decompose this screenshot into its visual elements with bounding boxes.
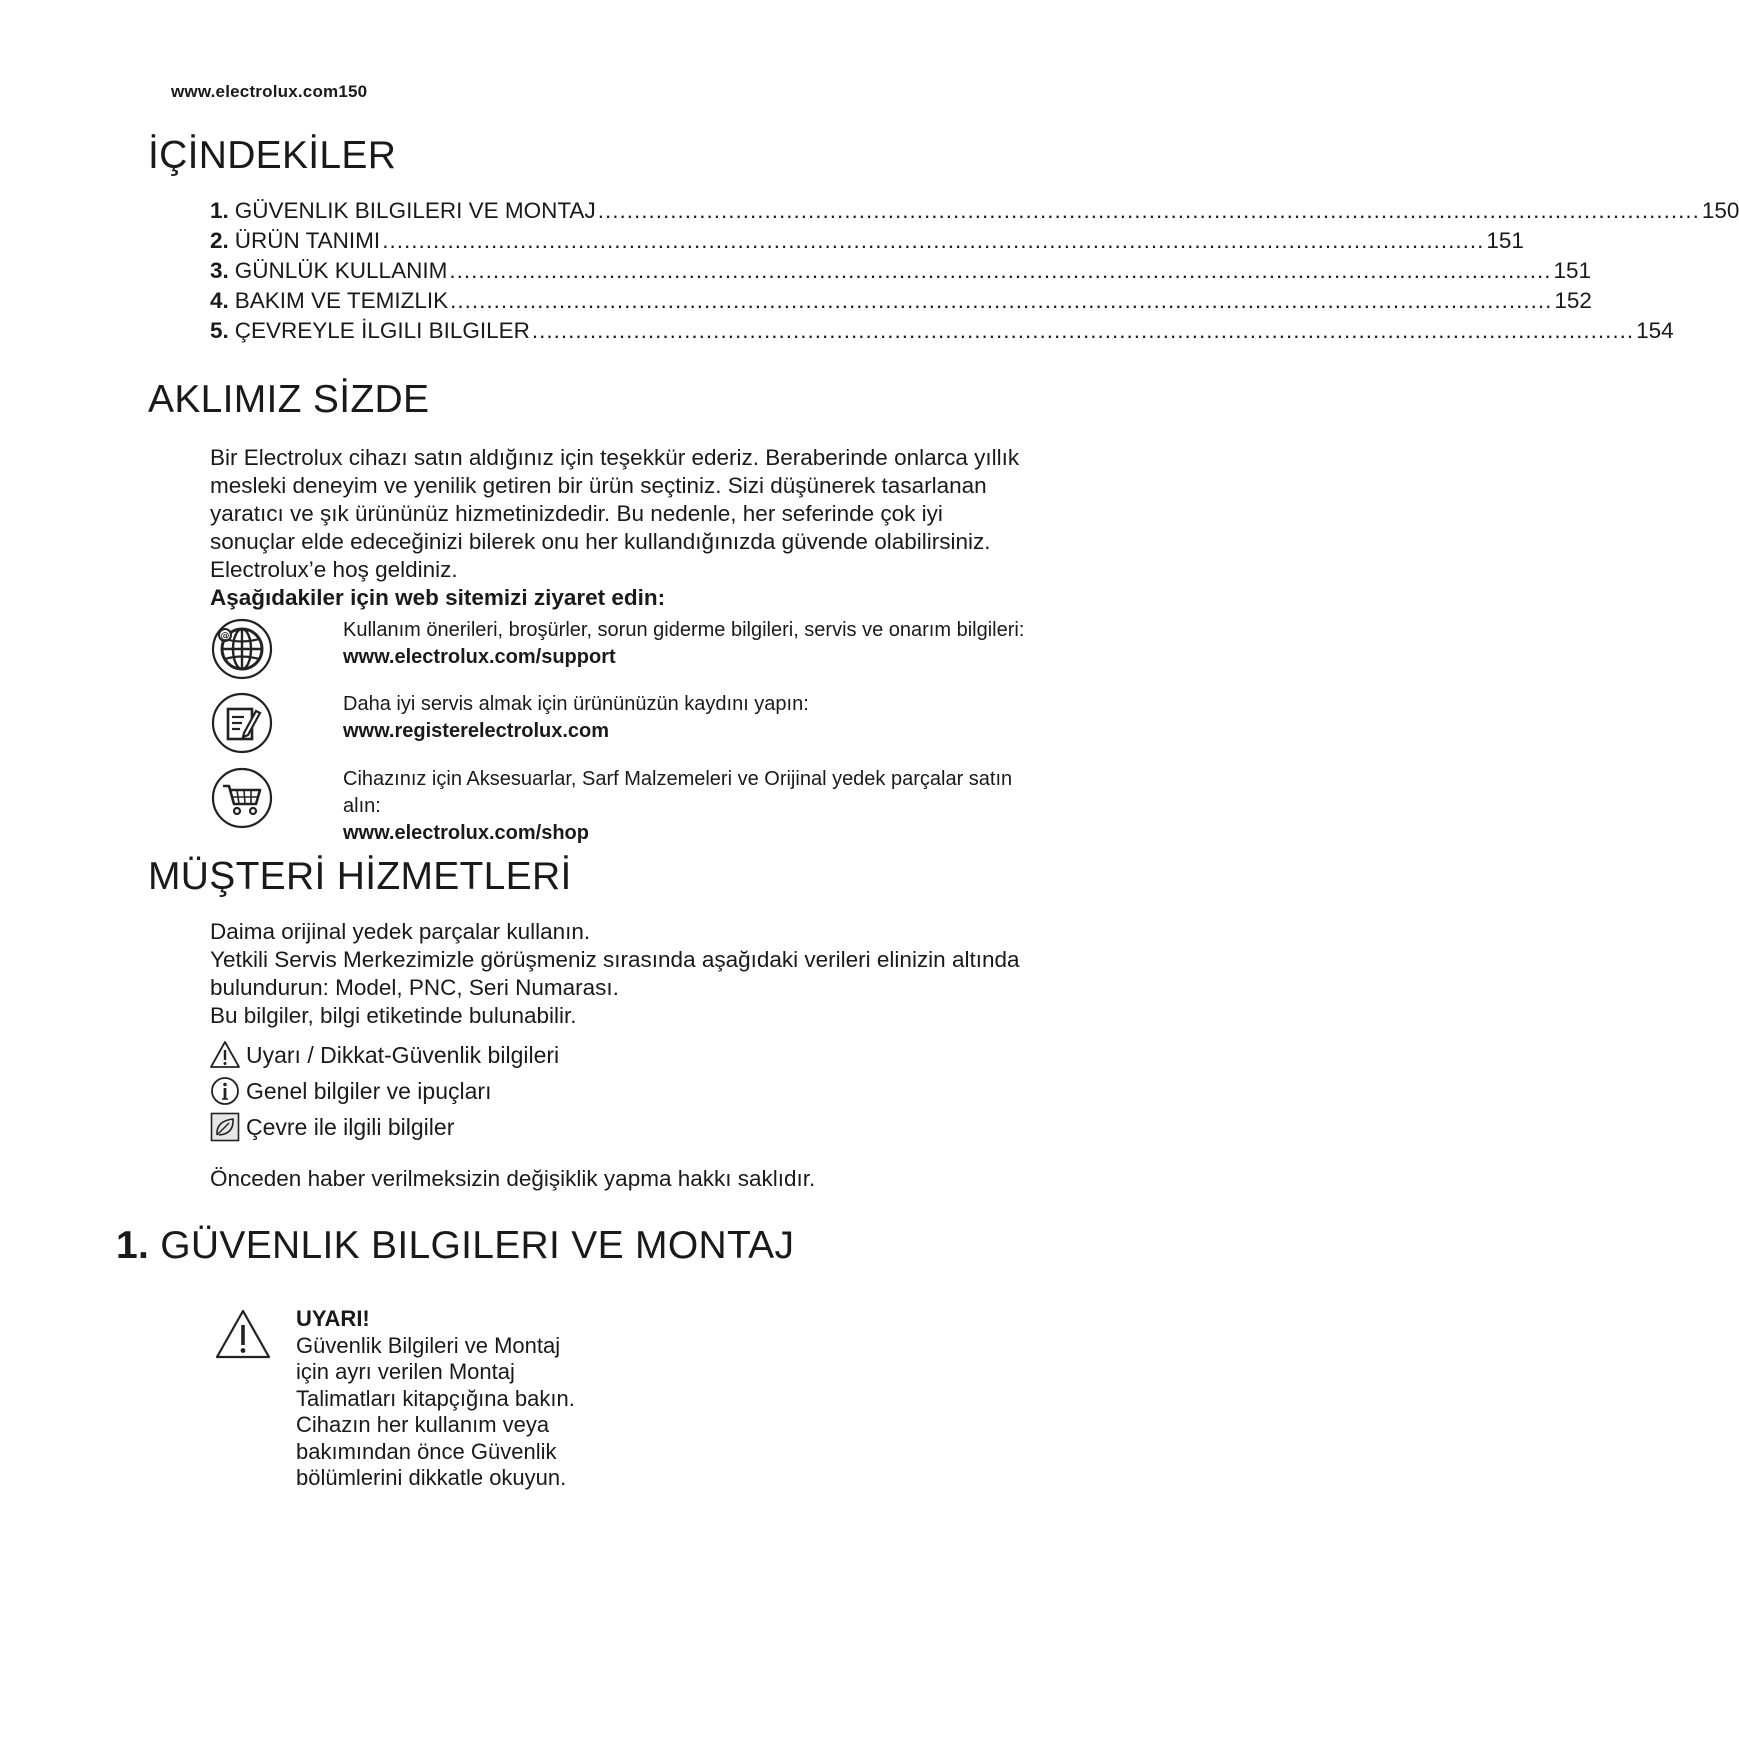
customer-service-line: Bu bilgiler, bilgi etiketinde bulunabilir. [210, 1003, 577, 1028]
warning-line: Talimatları kitapçığına bakın. [296, 1385, 575, 1411]
toc-entry-number: 3. [210, 258, 229, 283]
warning-icon [214, 1308, 272, 1360]
toc-entry-number: 2. [210, 228, 229, 253]
support-link[interactable]: www.electrolux.com/support [343, 646, 616, 668]
warning-title: UYARI! [296, 1306, 370, 1331]
customer-service-paragraph [210, 918, 1130, 1030]
web-item-text [343, 766, 1123, 847]
visit-heading: Aşağıdakiler için web sitemizi ziyaret edin: [210, 585, 666, 610]
intro-line: mesleki deneyim ve yenilik getiren bir ürün seçtiniz. Sizi düşünerek tasarlanan [210, 473, 987, 498]
leaf-icon [210, 1112, 240, 1142]
toc-entry[interactable] [210, 198, 1739, 228]
web-item-text [343, 617, 1123, 671]
toc-entry[interactable] [210, 288, 1592, 318]
customer-service-line: Daima orijinal yedek parçalar kullanın. [210, 919, 591, 944]
toc-entry-page: 154 [1636, 318, 1674, 343]
page-header-url: www.electrolux.com150 [171, 82, 368, 101]
toc-leader-dots: ........................................................................................................................................................ [597, 198, 1700, 223]
toc-entry-number: 5. [210, 318, 229, 343]
toc-entry[interactable] [210, 228, 1524, 258]
section-1-number: 1. [116, 1224, 150, 1267]
legend-warning [210, 1040, 559, 1070]
intro-line: sonuçlar elde edeceğinizi bilerek onu her kullandığınızda güvende olabilirsiniz. [210, 529, 991, 554]
section-1-title: GÜVENLIK BILGILERI VE MONTAJ [160, 1224, 795, 1267]
toc-entry-title: GÜVENLIK BILGILERI VE MONTAJ [234, 198, 596, 223]
warning-line: Güvenlik Bilgileri ve Montaj [296, 1332, 561, 1358]
toc-entry-page: 152 [1554, 288, 1592, 313]
toc-entry-number: 4. [210, 288, 229, 313]
cart-icon [210, 766, 274, 830]
register-link[interactable]: www.registerelectrolux.com [343, 720, 610, 742]
globe-icon [210, 617, 274, 681]
toc-entry-page: 151 [1553, 258, 1592, 283]
intro-paragraph [210, 444, 1130, 612]
toc-entry-number: 1. [210, 198, 229, 223]
customer-service-line: bulundurun: Model, PNC, Seri Numarası. [210, 975, 619, 1000]
change-notice: Önceden haber verilmeksizin değişiklik yapma hakkı saklıdır. [210, 1166, 816, 1191]
section-1-heading [116, 1224, 794, 1268]
toc-entry-title: ÜRÜN TANIMI [234, 228, 381, 253]
warning-line: Cihazın her kullanım veya [296, 1412, 550, 1437]
intro-line: Bir Electrolux cihazı satın aldığınız için teşekkür ederiz. Beraberinde onlarca yıllık [210, 445, 1020, 470]
warning-line: bölümlerini dikkatle okuyun. [296, 1465, 567, 1490]
toc-leader-dots: ........................................................................................................................................................ [382, 228, 1485, 253]
toc-leader-dots: ........................................................................................................................................................ [531, 318, 1635, 343]
toc-leader-dots: ........................................................................................................................................................ [449, 258, 1552, 283]
web-item-description: alın: [343, 795, 381, 817]
toc-entry-title: BAKIM VE TEMIZLIK [234, 288, 449, 313]
section-title-musteri: MÜŞTERİ HİZMETLERİ [148, 855, 572, 898]
toc-entry-title: ÇEVREYLE İLGILI BILGILER [234, 318, 530, 343]
legend-label: Genel bilgiler ve ipuçları [246, 1078, 492, 1104]
web-item-description: Daha iyi servis almak için ürününüzün kaydını yapın: [343, 693, 809, 715]
toc-entry[interactable] [210, 318, 1674, 348]
warning-text [296, 1306, 636, 1492]
toc-entry-page: 150 [1701, 198, 1739, 223]
toc-entry[interactable] [210, 258, 1592, 288]
section-title-aklimiz: AKLIMIZ SİZDE [148, 378, 430, 421]
intro-line: Electrolux’e hoş geldiniz. [210, 557, 458, 582]
web-item-description: Cihazınız için Aksesuarlar, Sarf Malzemeleri ve Orijinal yedek parçalar satın [343, 768, 1013, 790]
web-item-description: Kullanım önerileri, broşürler, sorun giderme bilgileri, servis ve onarım bilgileri: [343, 619, 1025, 641]
shop-link[interactable]: www.electrolux.com/shop [343, 822, 589, 844]
legend-label: Uyarı / Dikkat-Güvenlik bilgileri [246, 1042, 560, 1068]
web-item-text [343, 691, 1123, 745]
legend-info [210, 1076, 491, 1106]
intro-line: yaratıcı ve şık ürününüz hizmetinizdedir. Bu nedenle, her seferinde çok iyi [210, 501, 943, 526]
warning-line: için ayrı verilen Montaj [296, 1359, 515, 1384]
toc-title: İÇİNDEKİLER [148, 134, 397, 177]
register-icon [210, 691, 274, 755]
table-of-contents [210, 198, 1739, 348]
toc-entry-title: GÜNLÜK KULLANIM [234, 258, 448, 283]
toc-entry-page: 151 [1486, 228, 1524, 253]
legend-environment [210, 1112, 454, 1142]
legend-label: Çevre ile ilgili bilgiler [246, 1114, 455, 1140]
warning-line: bakımından önce Güvenlik [296, 1438, 557, 1464]
customer-service-line: Yetkili Servis Merkezimizle görüşmeniz sırasında aşağıdaki verileri elinizin altında [210, 947, 1020, 972]
toc-leader-dots: ........................................................................................................................................................ [450, 288, 1553, 313]
warning-icon [210, 1040, 240, 1070]
info-icon [210, 1076, 240, 1106]
svg-text:@: @ [220, 631, 230, 642]
